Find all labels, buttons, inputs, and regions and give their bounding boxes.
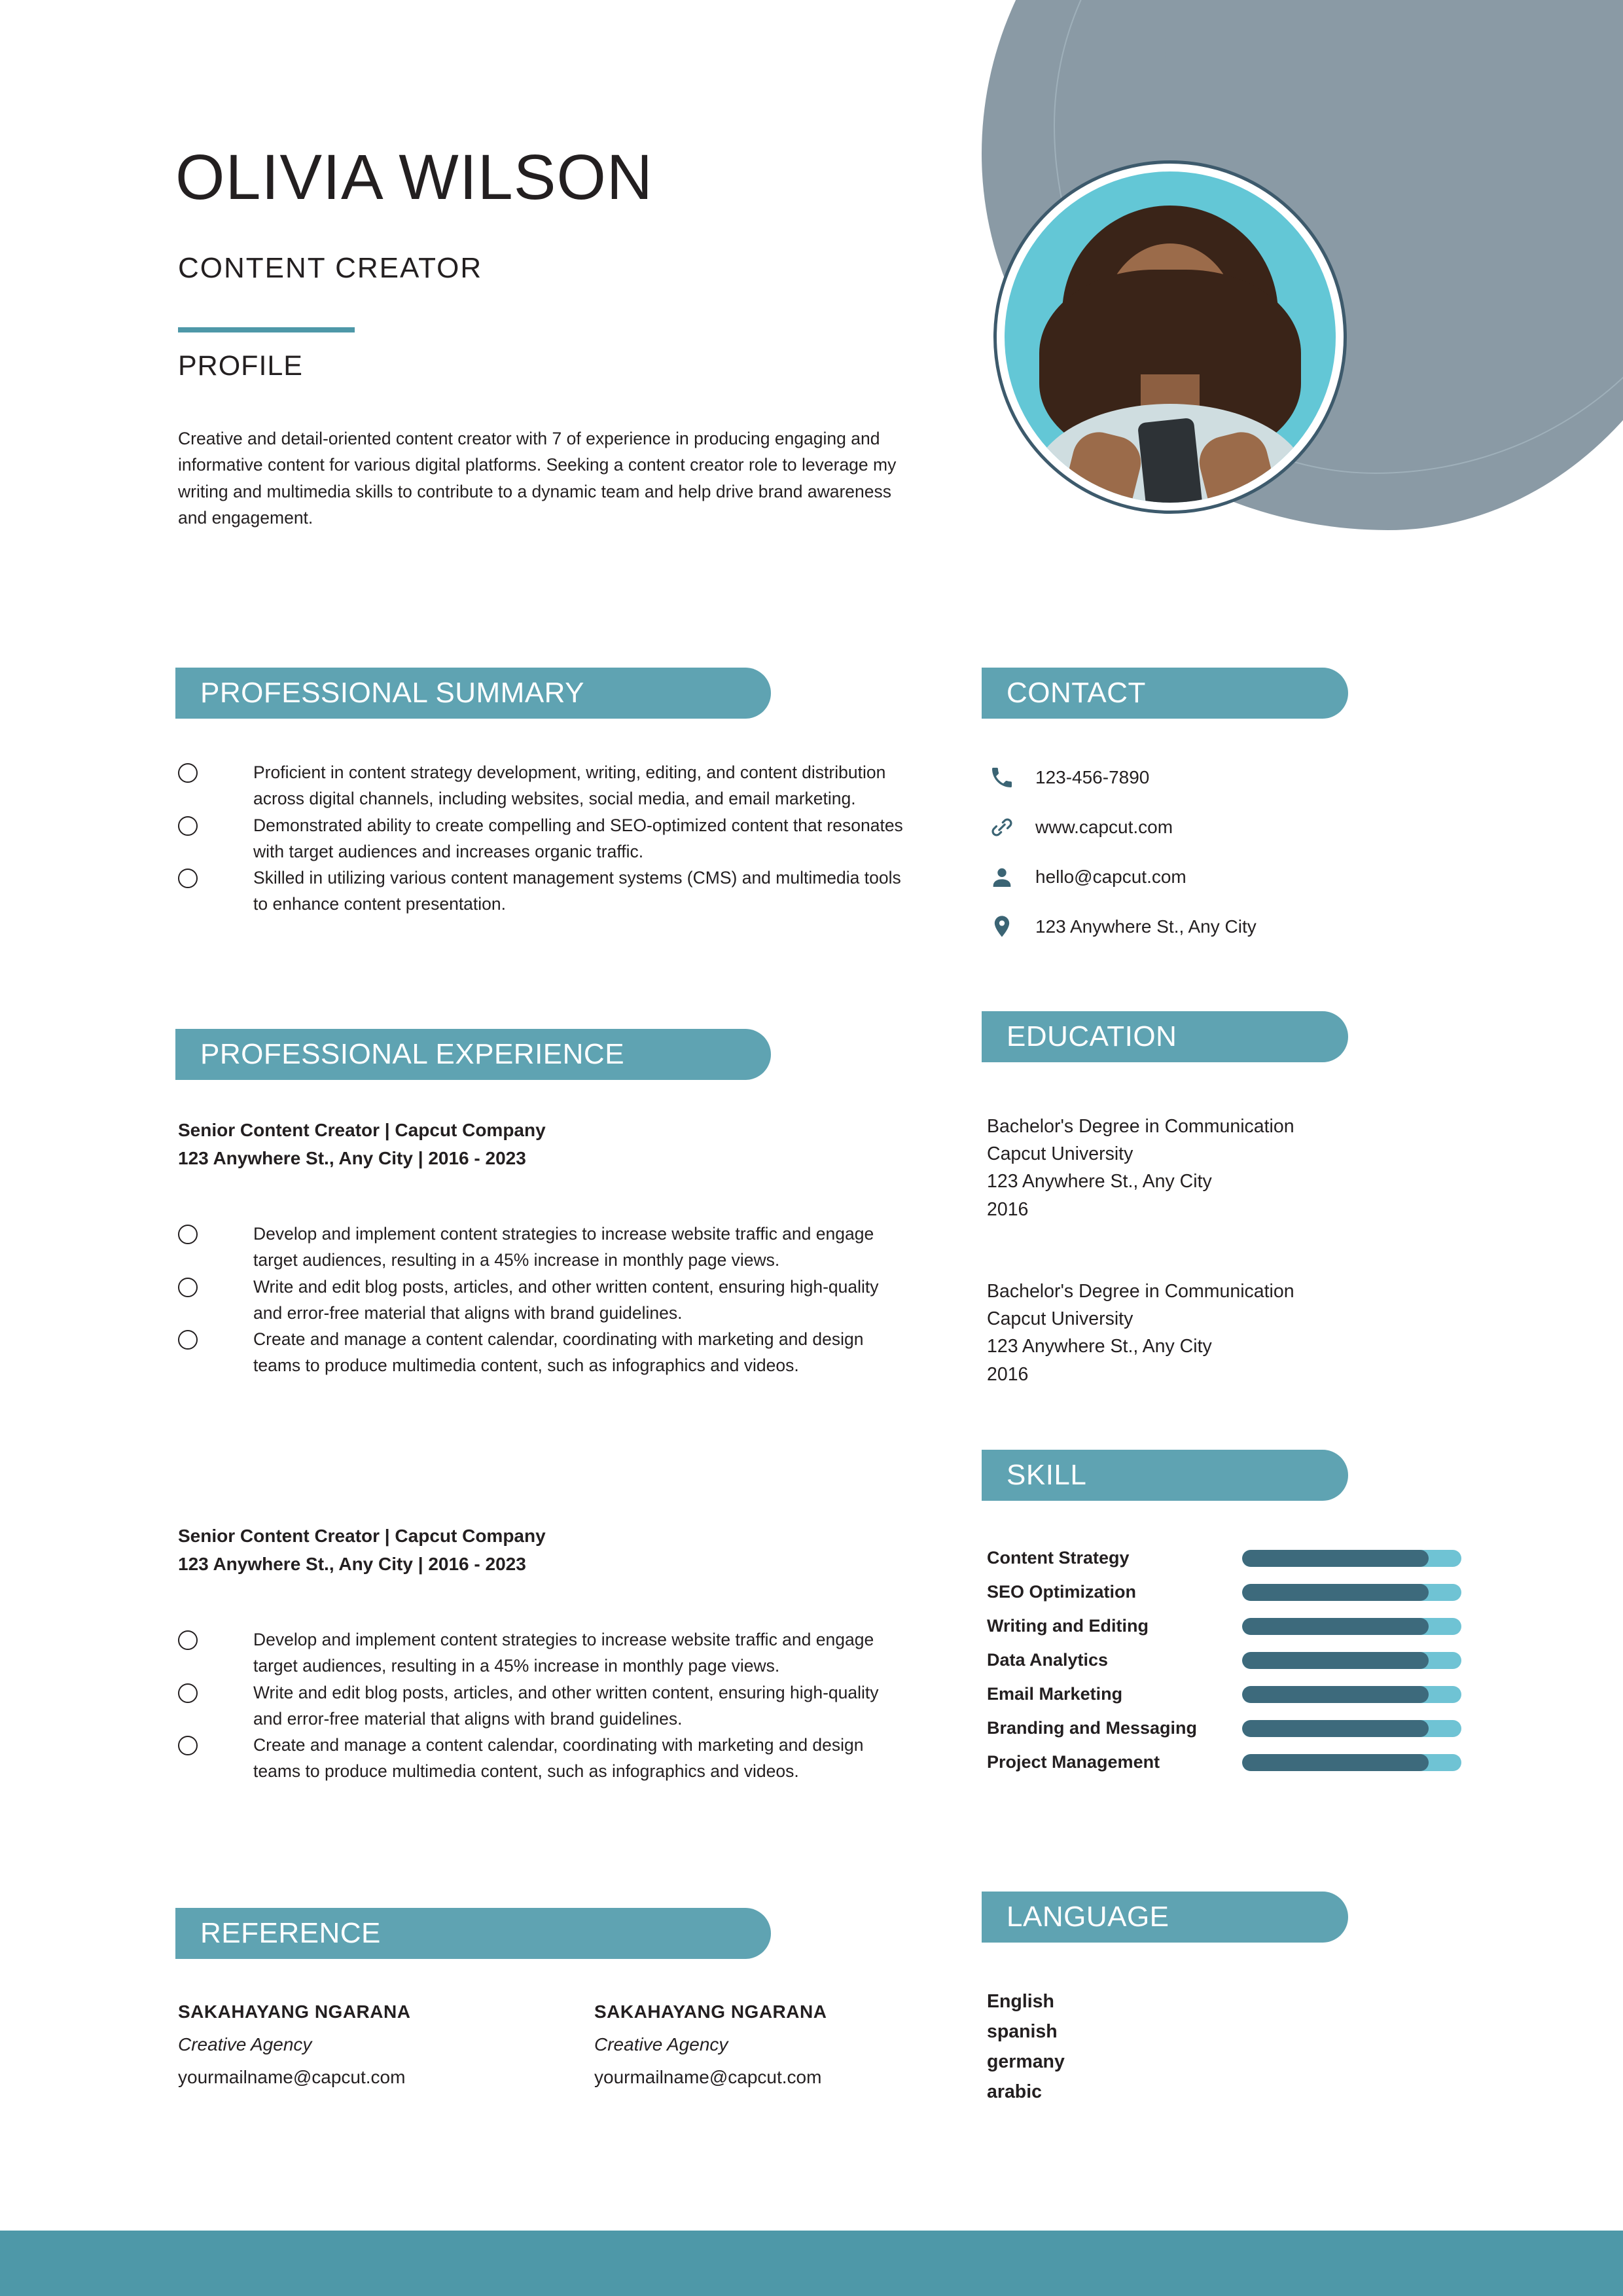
section-banner-professional-summary bbox=[175, 668, 771, 719]
skill-row bbox=[987, 1582, 1471, 1602]
section-title-language: LANGUAGE bbox=[1007, 1901, 1169, 1933]
skill-list bbox=[987, 1548, 1471, 1786]
bullet-circle-icon bbox=[178, 1278, 198, 1297]
contact-value-website: www.capcut.com bbox=[1035, 817, 1173, 837]
list-item-text: Develop and implement content strategies to increase website traffic and engage target audiences, resulting in a 45% increase in monthly page views. bbox=[253, 1224, 874, 1270]
section-title-professional-experience: PROFESSIONAL EXPERIENCE bbox=[200, 1038, 625, 1070]
list-item bbox=[178, 1626, 904, 1679]
contact-row-website[interactable] bbox=[987, 812, 1484, 842]
skill-label: Data Analytics bbox=[987, 1650, 1109, 1670]
section-banner-reference bbox=[175, 1908, 771, 1959]
experience-title: Senior Content Creator | Capcut Company bbox=[178, 1120, 546, 1140]
contact-value-phone: 123-456-7890 bbox=[1035, 767, 1150, 787]
skill-progress-fill bbox=[1242, 1754, 1429, 1771]
section-title-reference: REFERENCE bbox=[200, 1917, 381, 1949]
language-item: germany bbox=[987, 2051, 1065, 2073]
bullet-circle-icon bbox=[178, 869, 198, 888]
professional-summary-list bbox=[178, 759, 904, 918]
section-title-skill: SKILL bbox=[1007, 1459, 1087, 1491]
bullet-circle-icon bbox=[178, 1630, 198, 1650]
list-item bbox=[178, 1732, 904, 1785]
reference-email: yourmailname@capcut.com bbox=[178, 2067, 406, 2087]
list-item-text: Demonstrated ability to create compelling and SEO-optimized content that resonates with target audiences and increases organic traffic. bbox=[253, 815, 903, 861]
education-school: Capcut University bbox=[987, 1143, 1133, 1165]
skill-label: Email Marketing bbox=[987, 1684, 1123, 1704]
education-address: 123 Anywhere St., Any City bbox=[987, 1336, 1212, 1357]
skill-progress-track bbox=[1242, 1686, 1461, 1703]
skill-label: Content Strategy bbox=[987, 1548, 1130, 1568]
education-entry-1 bbox=[987, 1113, 1484, 1223]
skill-progress-fill bbox=[1242, 1720, 1429, 1737]
location-icon bbox=[987, 912, 1017, 942]
list-item-text: Write and edit blog posts, articles, and other written content, ensuring high-quality and error-free material that aligns with brand guidelines. bbox=[253, 1276, 879, 1323]
reference-role: Creative Agency bbox=[178, 2034, 312, 2054]
bullet-circle-icon bbox=[178, 1330, 198, 1350]
language-item: arabic bbox=[987, 2081, 1042, 2103]
contact-list bbox=[987, 762, 1484, 961]
section-title-professional-summary: PROFESSIONAL SUMMARY bbox=[200, 677, 585, 709]
list-item bbox=[178, 1679, 904, 1732]
list-item-text: Develop and implement content strategies to increase website traffic and engage target audiences, resulting in a 45% increase in monthly page views. bbox=[253, 1630, 874, 1676]
reference-role: Creative Agency bbox=[594, 2034, 728, 2054]
experience-subtitle: 123 Anywhere St., Any City | 2016 - 2023 bbox=[178, 1554, 526, 1575]
section-title-contact: CONTACT bbox=[1007, 677, 1146, 709]
skill-progress-track bbox=[1242, 1618, 1461, 1635]
education-degree: Bachelor's Degree in Communication bbox=[987, 1281, 1294, 1302]
avatar bbox=[993, 160, 1347, 514]
reference-email: yourmailname@capcut.com bbox=[594, 2067, 822, 2087]
skill-progress-track bbox=[1242, 1652, 1461, 1669]
candidate-role: CONTENT CREATOR bbox=[178, 252, 483, 284]
avatar-image bbox=[1005, 171, 1336, 503]
reference-entry-2 bbox=[594, 2001, 961, 2088]
skill-label: SEO Optimization bbox=[987, 1582, 1137, 1602]
section-banner-education bbox=[982, 1011, 1348, 1062]
footer-bar bbox=[0, 2231, 1623, 2296]
list-item bbox=[178, 1326, 904, 1379]
language-item: English bbox=[987, 1991, 1054, 2012]
phone-icon bbox=[987, 762, 1017, 793]
contact-value-email: hello@capcut.com bbox=[1035, 867, 1186, 887]
section-banner-skill bbox=[982, 1450, 1348, 1501]
avatar-phone bbox=[1137, 418, 1203, 503]
list-item bbox=[178, 865, 904, 918]
bullet-circle-icon bbox=[178, 1736, 198, 1755]
list-item bbox=[178, 759, 904, 812]
header-divider bbox=[178, 327, 355, 332]
skill-label: Branding and Messaging bbox=[987, 1718, 1198, 1738]
contact-value-address: 123 Anywhere St., Any City bbox=[1035, 916, 1257, 937]
contact-row-email[interactable] bbox=[987, 862, 1484, 892]
education-year: 2016 bbox=[987, 1198, 1029, 1220]
bullet-circle-icon bbox=[178, 816, 198, 836]
bullet-circle-icon bbox=[178, 763, 198, 783]
skill-row bbox=[987, 1752, 1471, 1772]
education-degree: Bachelor's Degree in Communication bbox=[987, 1116, 1294, 1137]
candidate-name: OLIVIA WILSON bbox=[175, 141, 653, 213]
skill-progress-track bbox=[1242, 1754, 1461, 1771]
section-banner-professional-experience bbox=[175, 1029, 771, 1080]
education-school: Capcut University bbox=[987, 1308, 1133, 1330]
profile-heading: PROFILE bbox=[178, 350, 303, 382]
list-item-text: Proficient in content strategy development, writing, editing, and content distribution across digital channels, including websites, social media, and email marketing. bbox=[253, 762, 886, 809]
skill-progress-track bbox=[1242, 1584, 1461, 1601]
skill-progress-fill bbox=[1242, 1686, 1429, 1703]
experience-2-bullets bbox=[178, 1626, 904, 1785]
bullet-circle-icon bbox=[178, 1225, 198, 1244]
experience-entry-1 bbox=[178, 1116, 904, 1173]
language-item: spanish bbox=[987, 2021, 1058, 2043]
skill-progress-track bbox=[1242, 1720, 1461, 1737]
skill-progress-fill bbox=[1242, 1652, 1429, 1669]
list-item bbox=[178, 1221, 904, 1274]
experience-entry-2 bbox=[178, 1522, 904, 1579]
contact-row-phone[interactable] bbox=[987, 762, 1484, 793]
list-item bbox=[178, 812, 904, 865]
list-item-text: Skilled in utilizing various content management systems (CMS) and multimedia tools to enhance content presentation. bbox=[253, 868, 901, 914]
education-address: 123 Anywhere St., Any City bbox=[987, 1171, 1212, 1193]
list-item-text: Write and edit blog posts, articles, and other written content, ensuring high-quality and error-free material that aligns with brand guidelines. bbox=[253, 1682, 879, 1729]
skill-progress-track bbox=[1242, 1550, 1461, 1567]
language-list bbox=[987, 1986, 1380, 2108]
list-item-text: Create and manage a content calendar, coordinating with marketing and design teams to produce multimedia content, such as infographics and videos. bbox=[253, 1735, 864, 1782]
skill-row bbox=[987, 1616, 1471, 1636]
reference-name: SAKAHAYANG NGARANA bbox=[178, 2001, 411, 2022]
list-item bbox=[178, 1274, 904, 1327]
contact-row-address[interactable] bbox=[987, 912, 1484, 942]
experience-title: Senior Content Creator | Capcut Company bbox=[178, 1526, 546, 1546]
person-icon bbox=[987, 862, 1017, 892]
skill-row bbox=[987, 1684, 1471, 1704]
skill-row bbox=[987, 1718, 1471, 1738]
skill-progress-fill bbox=[1242, 1550, 1429, 1567]
experience-subtitle: 123 Anywhere St., Any City | 2016 - 2023 bbox=[178, 1148, 526, 1169]
link-icon bbox=[987, 812, 1017, 842]
skill-label: Writing and Editing bbox=[987, 1616, 1149, 1636]
profile-text: Creative and detail-oriented content creator with 7 of experience in producing engaging and informative content for various digital platforms. Seeking a content creator role to leverage my writing and multimedia skills to contribute to a dynamic team and help drive brand awareness and engagement. bbox=[178, 429, 897, 528]
education-year: 2016 bbox=[987, 1363, 1029, 1385]
skill-label: Project Management bbox=[987, 1752, 1160, 1772]
section-title-education: EDUCATION bbox=[1007, 1020, 1177, 1052]
section-banner-language bbox=[982, 1892, 1348, 1943]
list-item-text: Create and manage a content calendar, coordinating with marketing and design teams to produce multimedia content, such as infographics and videos. bbox=[253, 1329, 864, 1376]
reference-entry-1 bbox=[178, 2001, 544, 2088]
skill-row bbox=[987, 1548, 1471, 1568]
section-banner-contact bbox=[982, 668, 1348, 719]
bullet-circle-icon bbox=[178, 1683, 198, 1703]
skill-progress-fill bbox=[1242, 1618, 1429, 1635]
skill-progress-fill bbox=[1242, 1584, 1429, 1601]
education-entry-2 bbox=[987, 1278, 1484, 1388]
reference-name: SAKAHAYANG NGARANA bbox=[594, 2001, 827, 2022]
skill-row bbox=[987, 1650, 1471, 1670]
experience-1-bullets bbox=[178, 1221, 904, 1379]
